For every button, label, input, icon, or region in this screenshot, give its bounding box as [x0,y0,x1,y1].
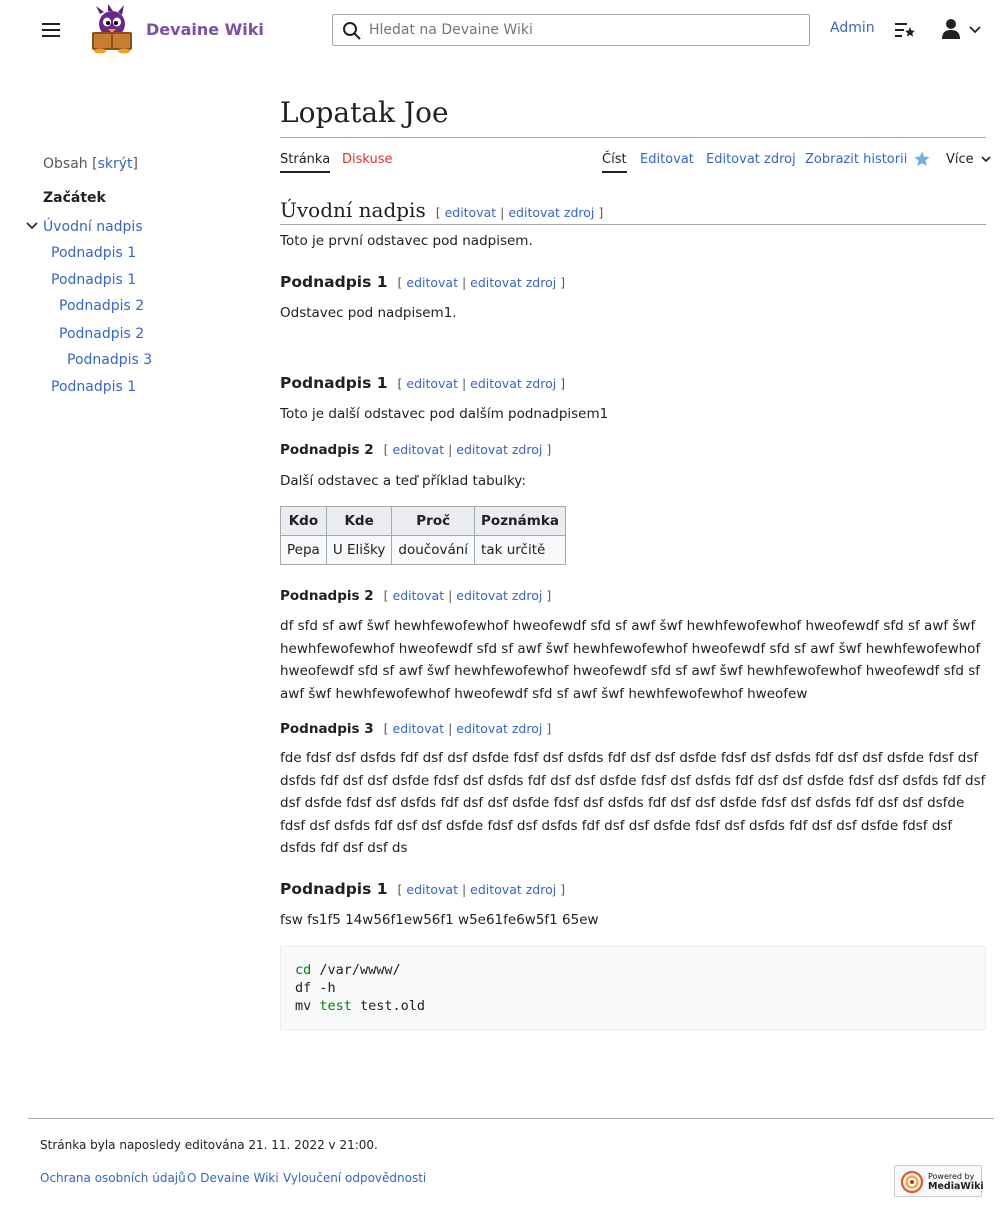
table-cell: Pepa [281,536,327,565]
toc-item-uvodni-nadpis[interactable]: Úvodní nadpis [43,219,143,235]
edit-section-links: [ editovat | editovat zdroj ] [383,721,552,736]
admin-link[interactable]: Admin [830,20,875,36]
table-header: Proč [392,507,475,536]
toc-item-podnadpis-2[interactable]: Podnadpis 2 [59,298,145,314]
edit-source-link[interactable]: editovat zdroj [456,721,543,736]
page-title: Lopatak Joe [280,96,986,138]
edit-section-links: [ editovat | editovat zdroj ] [435,205,604,220]
edit-link[interactable]: editovat [392,721,445,736]
paragraph: df sfd sf awf šwf hewhfewofewhof hweofewdf sfd sf awf šwf hewhfewofewhof hweofewdf sfd sf awf šwf hewhfewofewhof hweofewdf sfd sf awf šwf hewhfewofewhof hweofewdf sfd sf awf šwf hewhfewofewhof hweofewdf sfd sf awf šwf hewhfewofewhof hweofewdf sfd sf awf šwf hewhfewofewhof hweofewdf sfd sf awf šwf hewhfewofewhof hweofewdf sfd sf awf šwf hewhfewofewhof hweofew [280,618,981,702]
table-row [281,536,566,565]
about-link[interactable]: O Devaine Wiki [187,1171,279,1185]
tab-read[interactable]: Číst [602,152,627,173]
edit-source-link[interactable]: editovat zdroj [456,588,543,603]
powered-by-mediawiki-badge[interactable]: Powered by MediaWiki [894,1165,982,1197]
edit-link[interactable]: editovat [444,205,497,220]
edit-link[interactable]: editovat [406,275,458,290]
edit-section-links: [ editovat | editovat zdroj ] [397,275,566,290]
disclaimer-link[interactable]: Vyloučení odpovědnosti [283,1171,427,1185]
header [0,0,1008,60]
table-cell: tak určitě [475,536,566,565]
tab-history[interactable]: Zobrazit historii [805,152,908,167]
user-icon [940,18,962,40]
last-edited: Stránka byla naposledy editována 21. 11. 2022 v 21:00. [40,1138,378,1152]
subsection-heading: Podnadpis 3 [ editovat | editovat zdroj ] [280,721,552,737]
paragraph: Toto je první odstavec pod nadpisem. [280,233,533,249]
chevron-down-icon [969,26,981,34]
edit-source-link[interactable]: editovat zdroj [470,882,557,897]
tab-page[interactable]: Stránka [280,152,330,173]
edit-section-links: [ editovat | editovat zdroj ] [383,442,552,457]
page-tabs [280,150,986,176]
toc-item-podnadpis-2[interactable]: Podnadpis 2 [59,326,145,342]
edit-link[interactable]: editovat [392,442,445,457]
table-header: Poznámka [475,507,566,536]
toc-toggle-link[interactable]: skrýt [97,156,133,172]
edit-link[interactable]: editovat [392,588,445,603]
subsection-heading: Podnadpis 1 [ editovat | editovat zdroj ] [280,880,566,898]
subsection-heading: Podnadpis 2 [ editovat | editovat zdroj ] [280,588,552,604]
edit-source-link[interactable]: editovat zdroj [470,376,557,391]
search-box[interactable] [332,14,810,46]
chevron-down-icon [981,156,991,163]
user-menu[interactable] [940,18,984,42]
paragraph: fde fdsf dsf dsfds fdf dsf dsf dsfde fdsf dsf dsfds fdf dsf dsf dsfde fdsf dsf dsfds fdf dsf dsf dsfde fdsf dsf dsfds fdf dsf dsf dsfde fdsf dsf dsfds fdf dsf dsf dsfde fdsf dsf dsfds fdf dsf dsf dsfde fdsf dsf dsfds fdf dsf dsf dsfde fdsf dsf dsfds fdf dsf dsf dsfde fdsf dsf dsfds fdf dsf dsf dsfde fdsf dsf dsfds fdf dsf dsf dsfde fdsf dsf dsfds fdf dsf dsf dsfde fdsf dsf dsfds fdf dsf dsf dsfde fdsf dsf dsfds fdf dsf dsf dsfde fdsf dsf dsfds fdf dsf dsf ds [280,750,986,856]
paragraph: fsw fs1f5 14w56f1ew56f1 w5e61fe6w5f1 65ew [280,912,599,928]
star-icon[interactable] [914,151,930,167]
footer [28,1118,994,1192]
section-heading: Úvodní nadpis [ editovat | editovat zdroj ] [280,198,986,225]
edit-section-links: [ editovat | editovat zdroj ] [397,376,566,391]
data-table [280,506,566,565]
table-header-row [281,507,566,536]
subsection-heading: Podnadpis 1 [ editovat | editovat zdroj ] [280,273,566,291]
toc-item-podnadpis-1[interactable]: Podnadpis 1 [51,272,137,288]
tab-edit[interactable]: Editovat [640,152,694,167]
edit-section-links: [ editovat | editovat zdroj ] [397,882,566,897]
tab-edit-source[interactable]: Editovat zdroj [706,152,796,167]
chevron-down-icon[interactable] [26,222,38,230]
table-cell: U Elišky [326,536,392,565]
paragraph: Toto je další odstavec pod dalším podnadpisem1 [280,406,609,422]
paragraph: Odstavec pod nadpisem1. [280,305,457,321]
subsection-heading: Podnadpis 2 [ editovat | editovat zdroj ] [280,442,552,458]
menu-icon[interactable] [40,21,62,39]
edit-section-links: [ editovat | editovat zdroj ] [383,588,552,603]
search-input[interactable] [369,19,799,41]
toc-item-podnadpis-1[interactable]: Podnadpis 1 [51,379,137,395]
more-menu[interactable]: Více [946,152,991,167]
toc-item-podnadpis-1[interactable]: Podnadpis 1 [51,245,137,261]
code-block: cd /var/wwww/ df -h mv test test.old [280,946,986,1030]
edit-source-link[interactable]: editovat zdroj [470,275,557,290]
table-cell: doučování [392,536,475,565]
search-icon [342,21,362,41]
watchlist-icon[interactable] [894,20,916,40]
edit-link[interactable]: editovat [406,376,458,391]
edit-link[interactable]: editovat [406,882,458,897]
toc-item-beginning[interactable]: Začátek [43,190,106,206]
table-header: Kde [326,507,392,536]
toc-item-podnadpis-3[interactable]: Podnadpis 3 [67,352,153,368]
edit-source-link[interactable]: editovat zdroj [456,442,543,457]
site-logo[interactable] [86,4,138,54]
site-name[interactable]: Devaine Wiki [146,20,264,39]
mediawiki-logo-icon [900,1170,924,1194]
privacy-link[interactable]: Ochrana osobních údajů [40,1171,186,1185]
tab-talk[interactable]: Diskuse [342,152,393,167]
edit-source-link[interactable]: editovat zdroj [508,205,595,220]
table-header: Kdo [281,507,327,536]
toc-title: Obsah [skrýt] [43,156,138,172]
paragraph: Další odstavec a teď příklad tabulky: [280,473,526,489]
subsection-heading: Podnadpis 1 [ editovat | editovat zdroj ] [280,374,566,392]
